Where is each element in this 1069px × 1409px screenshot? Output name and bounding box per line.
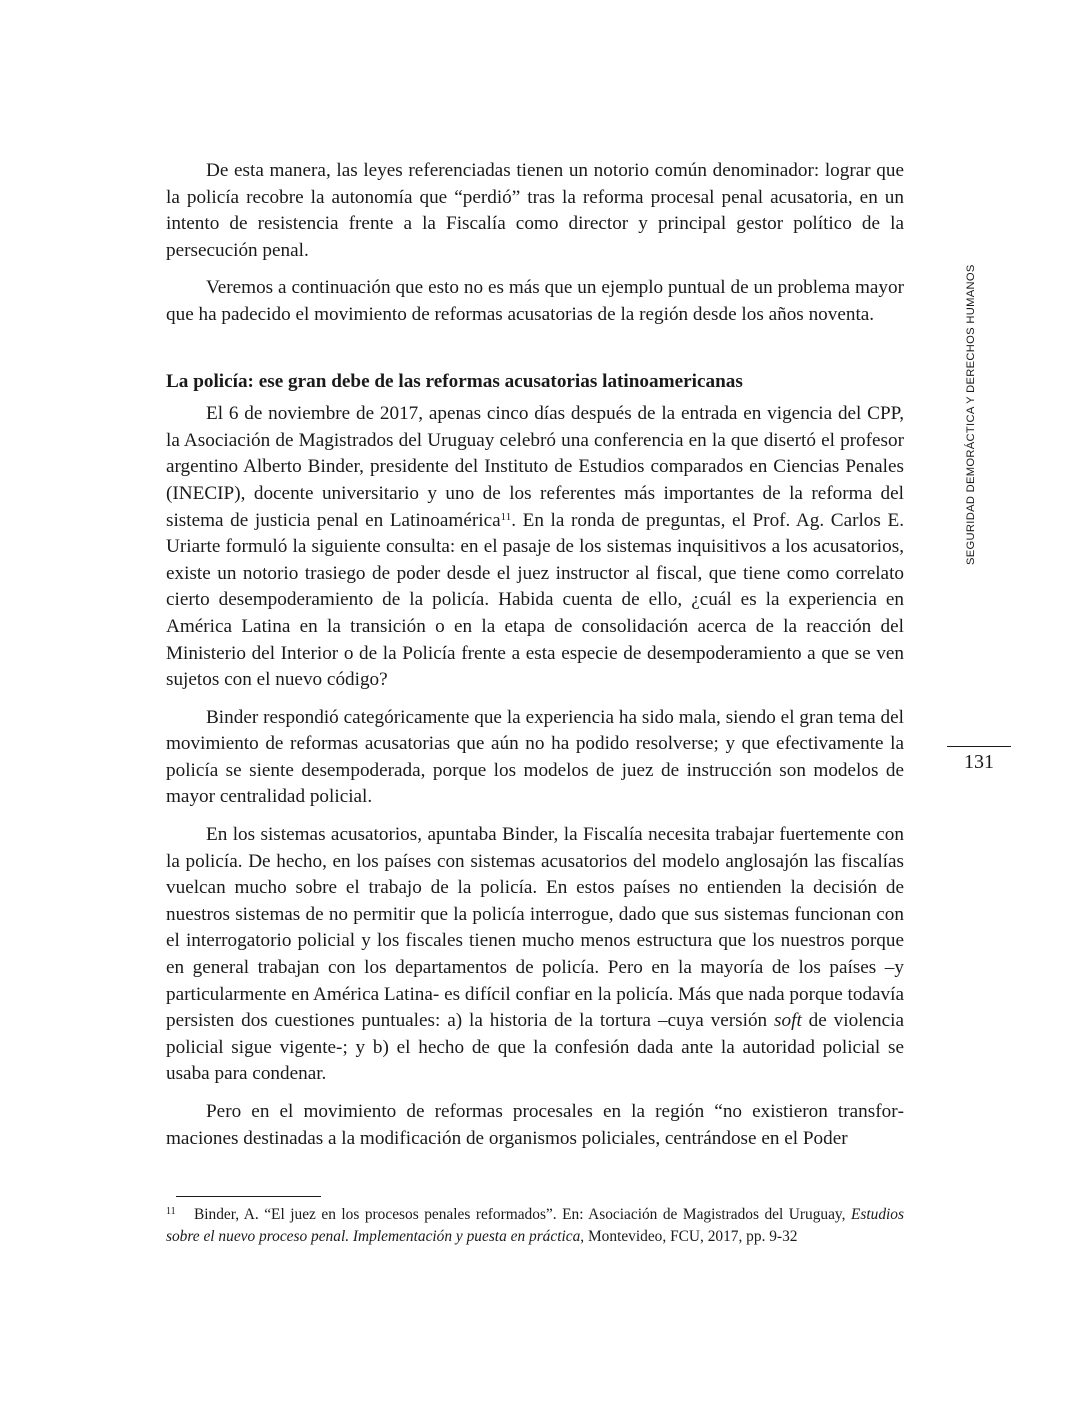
body-text xyxy=(166,158,904,1163)
footnote-reference: 11 xyxy=(500,510,512,523)
paragraph xyxy=(166,822,904,1088)
footnote-text-a: Binder, A. “El juez en los procesos penales reformados”. En: Asociación de Magistrados del Uruguay, xyxy=(194,1206,851,1223)
running-head: SEGURIDAD DEMORÁCTICA Y DERECHOS HUMANOS xyxy=(965,264,977,565)
footnote-italic-title: Estudios sobre el nuevo proceso penal. Implementación y puesta en práctica xyxy=(166,1206,904,1245)
paragraph xyxy=(166,1099,904,1152)
paragraph-4-text: Binder respondió categóricamente que la experiencia ha sido mala, siendo el gran tema del movimiento de reformas acusatorias que aún no ha podido resolverse; y que efectivamente la policía se siente desempoderada, porque los modelos de juez de instrucción son modelos de mayor centralidad policial. xyxy=(166,706,904,808)
paragraph xyxy=(166,275,904,328)
paragraph-1-text: De esta manera, las leyes referenciadas tienen un notorio común denominador: lograr que la policía recobre la autonomía que “perdió” tras la reforma procesal penal acusatoria, en un intento de resistencia frente a la Fiscalía como director y principal gestor político de la persecución penal. xyxy=(166,160,904,261)
page-number-rule xyxy=(947,746,1011,747)
paragraph-6-text: Pero en el movimiento de reformas procesales en la región “no existieron transformaciones destinadas a la modificación de organismos policiales, centrándose en el Poder xyxy=(166,1101,904,1149)
footnote-divider xyxy=(176,1196,321,1197)
section-heading: La policía: ese gran debe de las reformas acusatorias latinoamericanas xyxy=(166,370,743,392)
paragraph xyxy=(166,401,904,694)
paragraph-5-text-a: En los sistemas acusatorios, apuntaba Binder, la Fiscalía necesita trabajar fuertemente con la policía. De hecho, en los países con sistemas acusatorios del modelo anglosajón las fiscalías vuelcan mucho sobre el trabajo de la policía. En estos países no entienden la decisión de nuestros sistemas de no permitir que la policía interrogue, dado que sus sistemas funcionan con el interrogatorio policial y los fiscales tienen mucho menos estructura que los nuestros porque en general trabajan con los departamentos de policía. Pero en la mayoría de los países –y particularmente en América Latina- es difícil confiar en la policía. Más que nada porque todavía persisten dos cuestiones puntuales: a) la historia de la tortura –cuya versión xyxy=(166,824,904,1032)
paragraph-5-text-b: de violencia policial sigue vigente-; y b) el hecho de que la confesión dada ante la autoridad policial se usaba para condenar. xyxy=(166,1010,904,1085)
paragraph xyxy=(166,705,904,811)
italic-term: soft xyxy=(774,1010,802,1032)
footnote: 11 Binder, A. “El juez en los procesos penales reformados”. En: Asociación de Magistrados del Uruguay, Estudios sobre el nuevo proceso penal. Implementación y puesta en práctica, Montevideo, FCU, 2017, pp. 9-32 xyxy=(166,1206,904,1245)
paragraph-3-text-a: El 6 de noviembre de 2017, apenas cinco días después de la entrada en vigencia del CPP, la Asociación de Magistrados del Uruguay celebró una conferencia en la que disertó el profesor argentino Alberto Binder, presidente del Instituto de Estudios comparados en Ciencias Penales (INECIP), docente universitario y uno de los referentes más importantes de la reforma del sistema de justicia penal en Latinoamérica xyxy=(166,403,904,531)
paragraph-2-text: Veremos a continuación que esto no es más que un ejemplo puntual de un problema mayor que ha padecido el movimiento de reformas acusatorias de la región desde los años noventa. xyxy=(166,277,904,325)
paragraph xyxy=(166,158,904,264)
page-number: 131 xyxy=(964,751,994,773)
paragraph-3-text-b: . En la ronda de preguntas, el Prof. Ag. Carlos E. Uriarte formuló la siguiente consulta: en el pasaje de los sistemas inquisitivos a los acusatorios, existe un notorio trasiego de poder desde el juez instructor al fiscal, que tiene como correlato cierto desempoderamiento de la policía. Habida cuenta de ello, ¿cuál es la experiencia en América Latina en la transición o en la etapa de consolidación acerca de la reacción del Ministerio del Interior o de la Policía frente a esta especie de desempoderamiento a que se ven sujetos con el nuevo código? xyxy=(166,509,905,691)
footnote-text-b: , Montevideo, FCU, 2017, pp. 9-32 xyxy=(580,1228,798,1245)
